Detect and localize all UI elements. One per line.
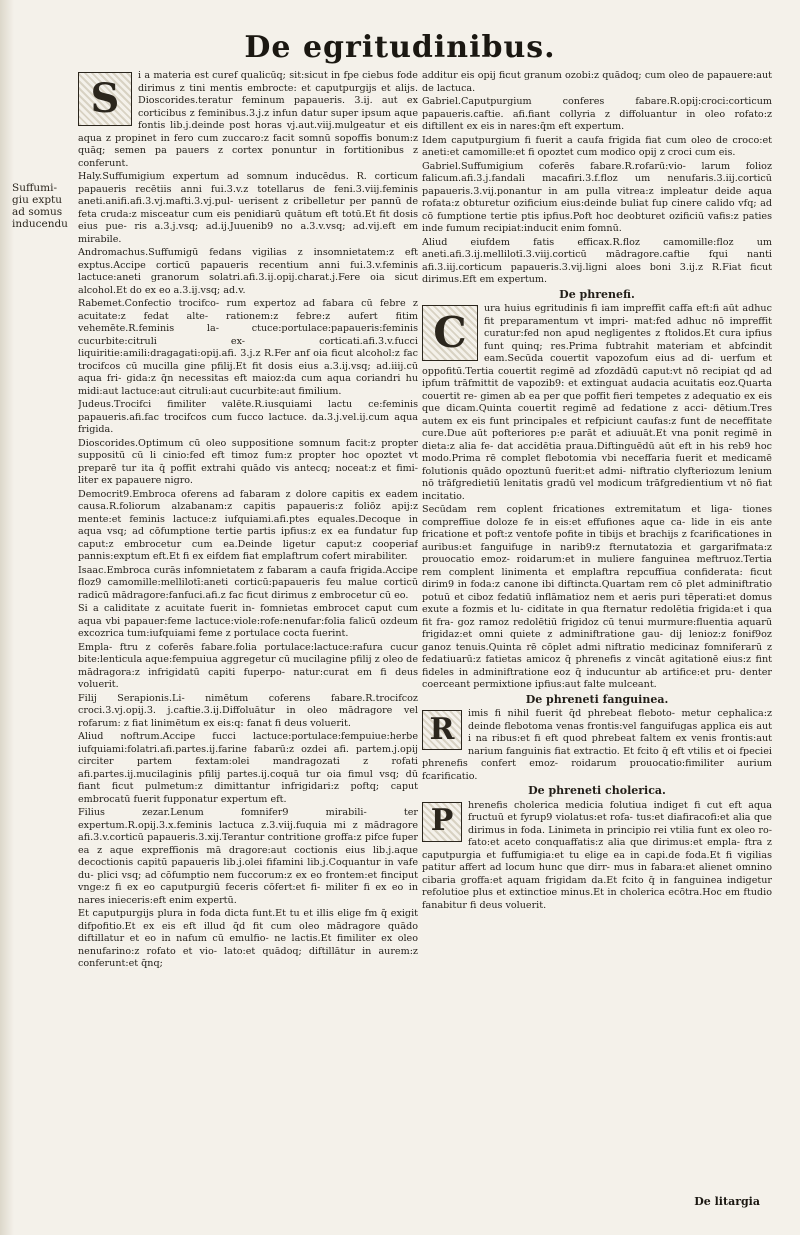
paragraph: Secūdam rem coplent fricationes extremitatum et liga- tiones compreffiue doloze fe in eis:et effufiones aque ca- lide in eis ante fricatione et poft:z ventofe pofite in tibijs et brachijs z fcarificationes in auribus:et fanguifuge in narib9:z fternutatozia et gargarifmata:z prouocatio emoz- roidarum:et in muliere fanguinea meftruoz.Tertia rem complent linimenta et emplaftra repcuffiua confiderata: ficut dirim9 in foda:z canone ibi diftincta.Quartam rem cō plet adminiftratio potuū et ciboz fedatiū inflāmatioz nem et aeris puri tēperati:et domus exute a fozmis et lu- ciditate in qua fternatur redolētia frigida:et i qua fit fra- goz ramoz redolētiū frigidoz cū tenui murmure:fluentia aquarū frigidaz:et omni quiete z adminiftratione gau- dij lenioz:z fonif9oz ganoz tenuis.Quinta rē cōplet admi niftratio medicinaz fomniferarū z fedatiuarū:z fatietas amicoz q̄ phrenefis z vincāt agitationē eius:z fint fideles in adminiftratione eoz q̄ inducuntur ab artifice:et pru- denter coerceant permixtione ipfius:aut falte mulceant.	[422, 504, 772, 690]
paragraph: Filij Serapionis.Li- nimētum coferens fabare.R.trocifcoz croci.3.vj.opij.3. j.caftie.3.ij.Diffoluātur in oleo mādragore vel rofarum: z fiat linimētum ex eis:q: fanat fi deus voluerit.	[78, 692, 418, 729]
section-heading-sanguinea: De phreneti fanguinea.	[525, 692, 669, 706]
paragraph: Andromachus.Suffumigū fedans vigilias z insomnietatem:z eft exptus.Accipe corticū papaueris recentium anni fui.3.v.feminis lactuce:aneti granorum solatri.afi.3.ij.opij.charat.j.Fere oia sicut alcohol.Et do ex eo a.3.ij.vsq; ad.v.	[78, 247, 418, 296]
paragraph: Rabemet.Confectio trocifco- rum expertoz ad fabara cū febre z acuitate:z fedat alte- rationem:z febre:z aufert fitim vehemēte.R.feminis la- ctuce:portulace:papaueris:feminis cucurbite:citruli ex- corticati.afi.3.v.fucci liquiritie:amili:dragagati:opij.afi. 3.j.z R.Fer anf oia ficut alcohol:z fac trocifcos cū mucilla gine pfilij.Et fit dosis eius a.3.ij.vsq; ad.iiij.cū aqua fri- gida:z q̄n necessitas eft maioz:da cum aqua coriandri hu midi:aut lactuce:aut citruli:aut cucurbite:aut fimilium.	[78, 298, 418, 397]
paragraph: Aliud eiufdem fatis efficax.R.floz camomille:floz um aneti.afi.3.ij.mellilotī.3.viij.corticū mādragore.caftie fqui nanti afi.3.iij.corticum papaueris.3.vij.ligni aloes boni 3.ij.z R.Fiat ficut dirimus.Eft em expertum.	[422, 236, 772, 285]
paragraph: Haly.Suffumigium expertum ad somnum inducēdus. R. corticum papaueris recētiis anni fui.3.v.z totellarus de feni.3.viij.feminis aneti.anifi.afi.3.vj.mafti.3.vj.pul- uerisent z cribelletur per pannū de feta cruda:z misceatur cum eis penidiarū quātum eft totū.Et fit dosis eius pue- ris a.3.j.vsq; ad.ij.Juuenib9 no a.3.v.vsq; ad.vij.eft em mirabile.	[78, 171, 418, 245]
paragraph: Idem caputpurgium fi fuerit a caufa frigida fiat cum oleo de croco:et aneti:et camomille:et fi opoztet cum modico opij z croci cum eis.	[422, 134, 772, 158]
paragraph: Gabriel.Caputpurgium conferes fabare.R.opij:croci:corticum papaueris.caftie. afi.fiant collyria z diffoluantur in oleo rofato:z diftillent ex eis in nares:q̄m eft expertum.	[422, 96, 772, 132]
paragraph: Filius zezar.Lenum fomnifer9 mirabili- ter expertum.R.opij.3.x.feminis lactuca z.3.viij.fuquia mi z mādragore afi.3.v.corticū papaueris.3.xij.Terantur contritione groffa:z pifce fuper ea z aque expreffionis mā dragore:aut coctionis eius lib.j.aque decoctionis capitū papaueris lib.j.olei fifamini lib.j.Coquantur in vafe du- plici vsq; ad cōfumptio nem fuccorum:z ex eo frontem:et finciput vnge:z fi ex eo caputpurgiū feceris cōfert:et fi- militer fi ex eo in nares inieceris:eft enim expertū.	[78, 807, 418, 906]
paragraph: hrenefis cholerica medicia folutiua indiget fi cut eft aqua fructuū et fyrup9 violatus:et rofa- tus:et diafiracofi:et alia que dirimus in foda. Linimeta in principio rei vtilia funt ex oleo ro- fato:et aceto conquaffatis:z alia que dirimus:et empla- ftra z caputpurgia et fuffumigia:et tu elige ea in capi.de foda.Et fi vigilias patitur affert ad locum hunc que dirr- mus in fabara:et alienet omnino cibaria groffa:et aquam frigidam da.Et fcito q̄ in fanguinea indigetur refolutioe plus et extinctioe minus.Et in cholerica ecōtra.Hoc em ftudio fanabitur fi deus voluerit.	[422, 799, 772, 911]
paragraph: additur eis opij ficut granum ozobi:z quādoq; cum oleo de papauere:aut de lactuca.	[422, 70, 772, 94]
right-column	[422, 70, 772, 1160]
section-heading-phrenesis: De phrenefi.	[559, 287, 635, 301]
paragraph: Democrit9.Embroca oferens ad fabaram z dolore capitis ex eadem causa.R.foliorum alzabanam:z capitis papaueris:z foliōz apij:z mente:et feminis lactuce:z iufquiami.afi.ptes equales.Decoque in aqua vsq; ad cōfumptione tertie partis ipfius:z ex ea fundatur fup caput:z embrocetur cum ea.Deinde ligetur caput:z cooperiaf pannis:exptum eft.Et fi ex eifdem fiat emplaftrum cofert mirabiliter.	[78, 488, 418, 562]
paragraph: ura huius egritudinis fi iam impreffit caffa eft:fi aūt adhuc fit preparamentum vt impri- mat:fed adhuc nō impreffit curatur:fed non apud negligentes z ftolidos.Et cura ipfius funt quinq; res.Prima fubtrahit materiam et abfcindit eam.Secūda couertit vapozofum eius ad di- uerfum et oppofitū.Tertia couertit regimē ad zfozdādū caput:vt nō recipiat qd ad ipfum trāfmittit de vapozib9: et extinguat audacia acuitatis eoz.Quarta couertit re- gimen ab ea per que poffit fieri tempetes z adequatio ex eis que dicam.Quinta couertit regimē ad fedatione z acci- dētium.Tres autem ex eis funt principales et refpiciunt caufas:z funt de neceffitate cure.Due aūt pofteriores p:e parāt et adiuuāt.Et vna ponit regimē in dieta:z alia fe- dat accidētia praua.Diftinguēdū aūt eft in his reb9 hoc modo.Prima rē complet flebotomia vbi neceffaria fuerit et medicamē folutionis quādo opoztunū fuerit:et admi- niftratio clyfteriozum lenium nō trāfgredietiū lenitatis gradū vel modicum trāfgredientium vt nō fiat incitatio.	[422, 303, 772, 502]
decorated-initial: C	[422, 305, 478, 361]
paragraph: Isaac.Embroca curās infomnietatem z fabaram a caufa frigida.Accipe floz9 camomille:mellilotī:aneti corticū:papaueris feu malue corticū radicū mādragore:fanfuci.afi.z fac ficut dirimus z embrocetur cū eo.	[78, 564, 418, 601]
paragraph: i a materia est curef qualicūq; sit:sicut in fpe ciebus fode dirimus z tini mentis embrocte: et caputpurgijs et alijs. Dioscorides.teratur feminum papaueris. 3.ij. aut ex corticibus z feminibus.3.j.z infun datur super ipsum aque fontis lib.j.deinde post horas vj.aut.viij.mulgeatur et eis aqua z propinet in fero cum zuccaro:z facit somnū sopoffis bonum:z quāq; semen pa pauers z cortex ponuntur in fortitionibus z conferunt.	[78, 70, 418, 169]
paragraph: imis fi nihil fuerit q̄d phrebeat fleboto- metur cephalica:z deinde flebotoma venas frontis:vel fanguifugas applica eis aut i na ribus:et fi eft quod phrebeat faltem ex venis frontis:aut narium fanguinis fiat extractio. Et fcito q̄ eft vtilis et oi fpeciei phrenefis confert emoz- roidarum prouocatio:fimiliter aurium fcarificatio.	[422, 708, 772, 782]
paragraph: Dioscorides.Optimum cū oleo suppositione somnum facit:z propter suppositū cū li cinio:fed eft timoz fum:z propter hoc opoztet vt preparē tur ita q̄ poffit extrahi quādo vis antecq; noceat:z et fimi- liter ex papauere nigro.	[78, 437, 418, 486]
section-heading-cholerica: De phreneti cholerica.	[528, 784, 666, 797]
left-column	[78, 70, 418, 1170]
catchword: De litargia	[694, 1195, 760, 1208]
paragraph: Et caputpurgijs plura in foda dicta funt.Et tu et illis elige fm q̄ exigit difpofitio.Et ex eis eft illud q̄d fit cum oleo mādragore quādo diftillatur et eo in nafum cū emulfio- ne lactis.Et fimiliter ex oleo nenufarino:z rofato et vio- lato:et quādoq; diftillātur in aurem:z conferunt:et q̄nq;	[78, 908, 418, 969]
decorated-initial: P	[422, 802, 462, 842]
marginal-note-line: Suffumi-	[12, 182, 58, 194]
running-head: De egritudinibus.	[244, 30, 556, 65]
marginal-note-line: inducendu	[12, 218, 68, 230]
decorated-initial: R	[422, 710, 462, 750]
paragraph: Judeus.Trocifci fimiliter valēte.R.iusquiami lactu ce:feminis papaueris.afi.fac trocifcos cum fucco lactuce. da.3.j.vel.ij.cum aqua frigida.	[78, 399, 418, 435]
marginal-note-line: ad somus	[12, 206, 63, 218]
marginal-note-line: giu exptu	[12, 194, 63, 206]
paragraph: Si a caliditate z acuitate fuerit in- fomnietas embrocet caput cum aqua vbi papauer:feme lactuce:viole:rofe:nenufar:folia falicū ozdeum excozrica tum:iufquiami feme z portulace cocta fuerint.	[78, 603, 418, 639]
decorated-initial: S	[78, 72, 132, 126]
paragraph: Aliud noftrum.Accipe fucci lactuce:portulace:fempuiue:herbe iufquiami:folatri.afi.partes.ij.farine fabarū:z ozdei afi. partem.j.opij circiter partem fextam:olei mandragozati z rofati afi.partes.ij.mucilaginis pfilij partes.ij.coquā tur oia fimul vsq; dū fiant ficut pulmetum:z dimittantur infrigidari:z poftq; caput embrocatū fuerit fupponatur expertum eft.	[78, 731, 418, 805]
paragraph: Empla- ftru z coferēs fabare.folia portulace:lactuce:rafura cucur bite:lenticula aque:fempuiua aggregetur cū mucilagine pfilij z oleo de mādragora:z infrigidatū capiti fuperpo- natur:curat em fi deus voluerit.	[78, 641, 418, 690]
marginal-note	[12, 182, 76, 230]
paragraph: Gabriel.Suffumigium coferēs fabare.R.rofarū:vio- larum folioz falicum.afi.3.j.fandali macafiri.3.f.floz um nenufaris.3.iij.corticū papaueris.3.vij.ponantur in am pulla vitrea:z impleatur deide aqua rofata:z obturetur ozificium eius:deinde buliat fup cinere calido vfq; ad cō fumptione tertie ptis ipfius.Poft hoc deobturet ozificiū vafis:z paties inde fumum recipiat:inducit enim fomnū.	[422, 160, 772, 234]
